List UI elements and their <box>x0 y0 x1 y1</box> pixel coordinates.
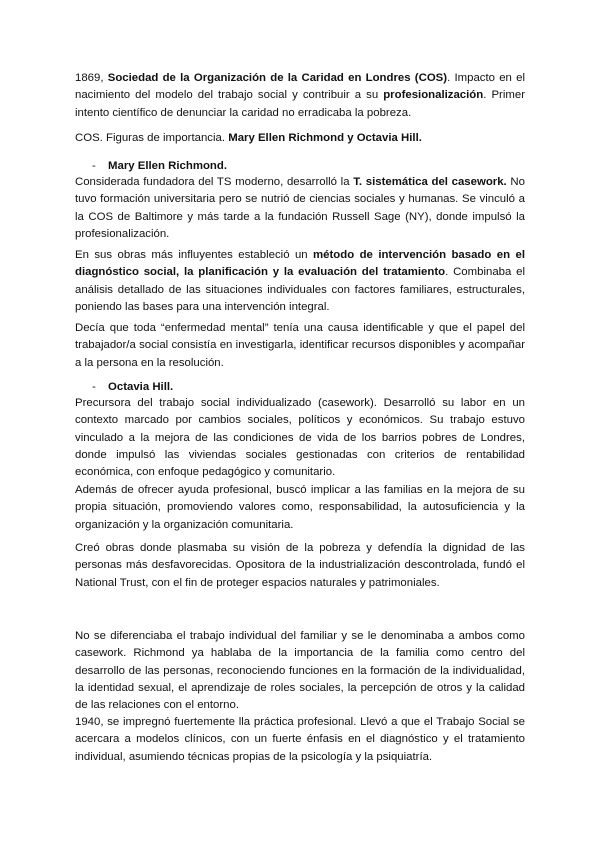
bold-text: T. sistemática del casework. <box>353 176 507 188</box>
bullet-dash: - <box>92 381 96 393</box>
heading-mary-richmond <box>92 158 227 175</box>
bold-text: Mary Ellen Richmond y Octavia Hill. <box>228 132 422 144</box>
heading-title: Octavia Hill. <box>108 381 174 393</box>
paragraph-cos-intro <box>75 70 525 122</box>
text: COS. Figuras de importancia. <box>75 132 229 144</box>
paragraph-1940: 1940, se impregnó fuertemente lla práctica profesional. Llevó a que el Trabajo Social se acercara a modelos clínicos, con un fuerte énfasis en el diagnóstico y el tratamiento individual, asumiendo técnicas propias de la psicología y la psiquiatría. <box>75 716 525 763</box>
paragraph-figures <box>75 130 525 147</box>
paragraph-casework: No se diferenciaba el trabajo individual del familiar y se le denominaba a ambos como casework. Richmond ya hablaba de la importancia de la familia como centro del desarrollo de las personas, reconociendo funciones en la formación de la individualidad, la identidad sexual, el aprendizaje de roles sociales, la percepción de otros y la calidad de las relaciones con el entorno. <box>75 630 525 712</box>
paragraph-richmond-method <box>75 247 525 316</box>
paragraph-hill-families: Además de ofrecer ayuda profesional, buscó implicar a las familias en la mejora de su propia situación, promoviendo valores como, responsabilidad, la autosuficiencia y la organización y la organización comunitaria. <box>75 484 525 531</box>
text: . Primer intento científico de denunciar la caridad no erradicaba la pobreza. <box>75 89 525 119</box>
paragraph-hill-works: Creó obras donde plasmaba su visión de la pobreza y defendía la dignidad de las personas más desfavorecidas. Opositora de la industrialización descontrolada, fundó el National Trust, con el fin de proteger espacios naturales y patrimoniales. <box>75 542 525 589</box>
paragraph-richmond-mental-illness: Decía que toda “enfermedad mental” tenía una causa identificable y que el papel del trabajador/a social consistía en investigarla, identificar recursos disponibles y acompañar a la persona en la resolución. <box>75 322 525 369</box>
bold-text: Sociedad de la Organización de la Caridad en Londres (COS) <box>107 72 448 84</box>
text: En sus obras más influyentes estableció un <box>75 249 314 261</box>
bold-text: profesionalización <box>383 89 484 102</box>
bold-text: método de intervención basado en el diagnóstico social, la planificación y la evaluación del tratamiento <box>75 249 525 279</box>
bullet-dash: - <box>92 160 96 172</box>
paragraph-hill-bio: Precursora del trabajo social individualizado (casework). Desarrolló su labor en un contexto marcado por cambios sociales, políticos y económicos. Su trabajo estuvo vinculado a la mejora de las condiciones de vida de los barrios pobres de Londres, donde impulsó las viviendas sociales gestionadas con criterios de rentabilidad económica, con enfoque pedagógico y comunitario. <box>75 397 525 479</box>
text: . Combinaba el análisis detallado de las situaciones individuales con factores familiares, estructurales, poniendo las bases para una intervención integral. <box>75 266 525 313</box>
paragraph-richmond-bio <box>75 174 525 243</box>
heading-octavia-hill <box>92 379 173 396</box>
text: No tuvo formación universitaria pero se nutrió de ciencias sociales y humanas. Se vinculó a la COS de Baltimore y más tarde a la fundación Russell Sage (NY), donde impulsó la profesionalización. <box>75 176 525 240</box>
text: 1869, <box>75 72 108 84</box>
text: . Impacto en el nacimiento del modelo del trabajo social y contribuir a su <box>75 72 525 102</box>
text: Considerada fundadora del TS moderno, desarrolló la <box>75 176 354 188</box>
heading-title: Mary Ellen Richmond. <box>108 160 227 172</box>
